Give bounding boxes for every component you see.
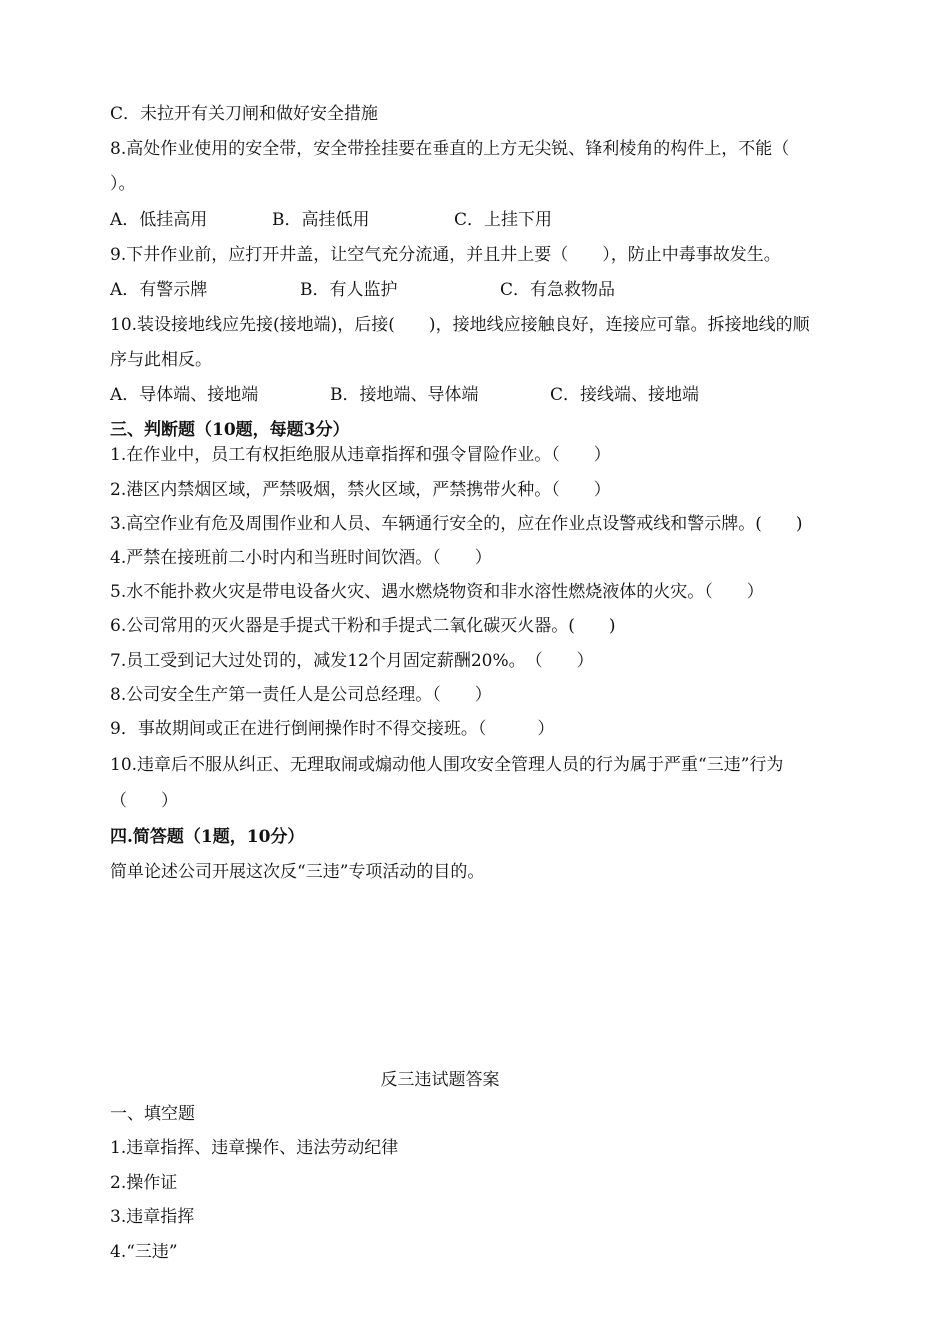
q10-options (110, 383, 699, 407)
q8-options (110, 208, 552, 232)
q10-option-b: B．接地端、导体端 (330, 385, 479, 405)
answer-item-3: 3.违章指挥 (110, 1207, 195, 1227)
q9-text: 9.下井作业前，应打开井盖，让空气充分流通，并且井上要（ ），防止中毒事故发生。 (110, 245, 781, 265)
judge-item-8: 8.公司安全生产第一责任人是公司总经理。（ ） (110, 685, 492, 705)
judge-item-10-line1: 10.违章后不服从纠正、无理取闹或煽动他人围攻安全管理人员的行为属于严重“三违”行为 (110, 755, 784, 775)
judge-item-3: 3.高空作业有危及周围作业和人员、车辆通行安全的，应在作业点设警戒线和警示牌。( ) (110, 514, 803, 534)
q7-option-c: C．未拉开有关刀闸和做好安全措施 (110, 104, 379, 124)
q8-text-line2: ）。 (110, 174, 136, 194)
q8-option-c: C．上挂下用 (454, 210, 553, 230)
q9-option-b: B．有人监护 (300, 280, 398, 300)
answers-section-1: 一、填空题 (110, 1104, 195, 1124)
q8-option-a: A．低挂高用 (110, 210, 208, 230)
judge-heading: 三、判断题（10题，每题3分） (110, 420, 350, 440)
judge-item-4: 4.严禁在接班前二小时内和当班时间饮酒。（ ） (110, 548, 492, 568)
q9-option-c: C．有急救物品 (500, 280, 616, 300)
q9-option-a: A．有警示牌 (110, 280, 208, 300)
judge-item-1: 1.在作业中，员工有权拒绝服从违章指挥和强令冒险作业。（ ） (110, 445, 611, 465)
judge-item-6: 6.公司常用的灭火器是手提式干粉和手提式二氧化碳灭火器。( ) (110, 616, 616, 636)
answers-title: 反三违试题答案 (380, 1070, 500, 1090)
short-answer-heading: 四.简答题（1题，10分） (110, 827, 305, 847)
judge-item-10-line2: （ ） (110, 791, 178, 811)
q10-option-a: A．导体端、接地端 (110, 385, 259, 405)
answer-item-1: 1.违章指挥、违章操作、违法劳动纪律 (110, 1138, 399, 1158)
q9-options (110, 278, 615, 302)
q8-text-line1: 8.高处作业使用的安全带，安全带拴挂要在垂直的上方无尖锐、锋利棱角的构件上，不能（ (110, 139, 790, 159)
judge-item-5: 5.水不能扑救火灾是带电设备火灾、遇水燃烧物资和非水溶性燃烧液体的火灾。（ ） (110, 582, 764, 602)
short-answer-question: 简单论述公司开展这次反“三违”专项活动的目的。 (110, 862, 485, 882)
q10-text-line1: 10.装设接地线应先接(接地端)，后接( )，接地线应接触良好，连接应可靠。拆接地线的顺 (110, 315, 810, 335)
judge-item-7: 7.员工受到记大过处罚的，减发12个月固定薪酬20%。 （ ） (110, 651, 594, 671)
q10-option-c: C．接线端、接地端 (550, 385, 700, 405)
judge-item-2: 2.港区内禁烟区域，严禁吸烟，禁火区域，严禁携带火种。（ ） (110, 480, 611, 500)
q8-option-b: B．高挂低用 (272, 210, 370, 230)
q10-text-line2: 序与此相反。 (110, 350, 212, 370)
judge-item-9: 9．事故期间或正在进行倒闸操作时不得交接班。（ ） (110, 719, 555, 739)
answer-item-4: 4.“三违” (110, 1242, 178, 1262)
answer-item-2: 2.操作证 (110, 1173, 178, 1193)
